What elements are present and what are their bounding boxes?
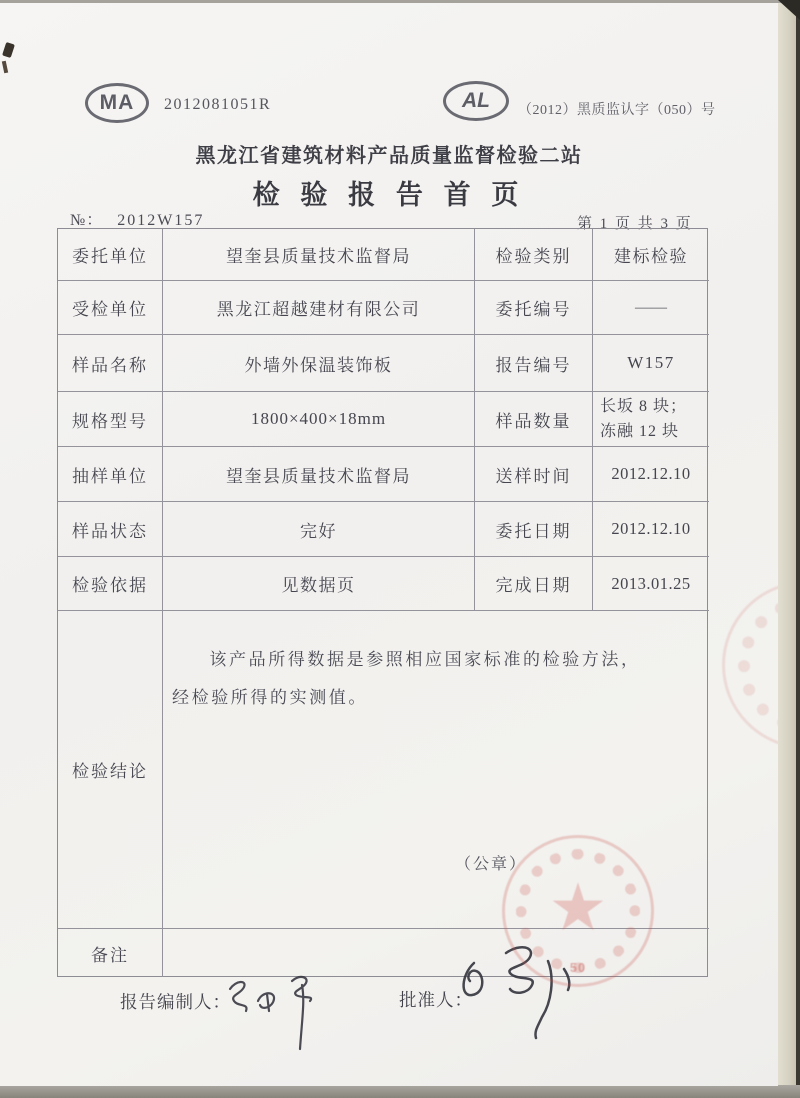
field-value: 完好 <box>163 502 475 557</box>
conclusion-text: 该产品所得数据是参照相应国家标准的检验方法，经检验所得的实测值。 <box>172 650 641 707</box>
station-name: 黑龙江省建筑材料产品质量监督检验二站 <box>195 145 583 167</box>
field-label: 受检单位 <box>58 281 163 335</box>
cal-logo <box>443 81 509 121</box>
scan-right-edge <box>796 0 800 1098</box>
page-corner-mark <box>778 0 800 20</box>
report-page <box>0 3 778 1086</box>
cma-logo <box>85 83 149 123</box>
field-label: 样品状态 <box>58 502 163 557</box>
field-value: 1800×400×18mm <box>163 392 475 447</box>
field-label: 完成日期 <box>475 557 593 611</box>
report-title: 检 验 报 告 首 页 <box>252 180 526 210</box>
field-value: 黑龙江超越建材有限公司 <box>163 281 475 335</box>
field-label: 样品名称 <box>58 335 163 392</box>
field-value: W157 <box>593 335 709 392</box>
field-value <box>593 392 709 447</box>
stamp-star-icon: ★ <box>548 869 608 946</box>
approved-by-label: 批准人： <box>399 990 473 1010</box>
conclusion-label: 检验结论 <box>58 611 163 929</box>
prepared-by-signature <box>222 967 352 1052</box>
cal-certificate-number: （2012）黑质监认字（050）号 <box>518 103 716 118</box>
field-value: 外墙外保温装饰板 <box>163 335 475 392</box>
sample-qty-line: 冻融 12 块 <box>600 423 680 440</box>
field-value: 望奎县质量技术监督局 <box>163 229 475 281</box>
report-number-label: №： <box>70 212 104 229</box>
cma-accreditation-code: 2012081051R <box>164 96 272 113</box>
field-value: 建标检验 <box>593 229 709 281</box>
field-value: 望奎县质量技术监督局 <box>163 447 475 502</box>
field-value: 2013.01.25 <box>593 557 709 611</box>
official-seal-placeholder: （公章） <box>455 856 528 873</box>
cal-logo-text: AL <box>462 89 490 112</box>
field-label: 抽样单位 <box>58 447 163 502</box>
page-indicator: 第 1 页 共 3 页 <box>577 216 693 232</box>
official-red-stamp <box>502 835 654 987</box>
field-label: 委托单位 <box>58 229 163 281</box>
cma-logo-text: MA <box>99 91 135 114</box>
field-label: 送样时间 <box>475 447 593 502</box>
field-label: 样品数量 <box>475 392 593 447</box>
staple-mark <box>2 42 15 58</box>
report-number <box>70 207 204 230</box>
field-label: 检验依据 <box>58 557 163 611</box>
underlying-page-edge <box>777 3 797 1098</box>
sample-qty-line: 长坂 8 块； <box>600 398 688 415</box>
scan-bottom-edge <box>0 1085 800 1098</box>
stamp-code: 50 <box>569 960 587 975</box>
remark-label: 备注 <box>58 929 163 977</box>
field-label: 委托编号 <box>475 281 593 335</box>
field-value: 2012.12.10 <box>593 447 709 502</box>
field-label: 委托日期 <box>475 502 593 557</box>
field-label: 检验类别 <box>475 229 593 281</box>
partial-red-stamp <box>722 581 778 749</box>
field-value: —— <box>593 281 709 335</box>
field-value: 2012.12.10 <box>593 502 709 557</box>
staple-mark <box>2 61 8 74</box>
field-label: 规格型号 <box>58 392 163 447</box>
field-label: 报告编号 <box>475 335 593 392</box>
field-value: 见数据页 <box>163 557 475 611</box>
prepared-by-label: 报告编制人： <box>120 992 231 1012</box>
report-number-value: 2012W157 <box>117 212 205 229</box>
